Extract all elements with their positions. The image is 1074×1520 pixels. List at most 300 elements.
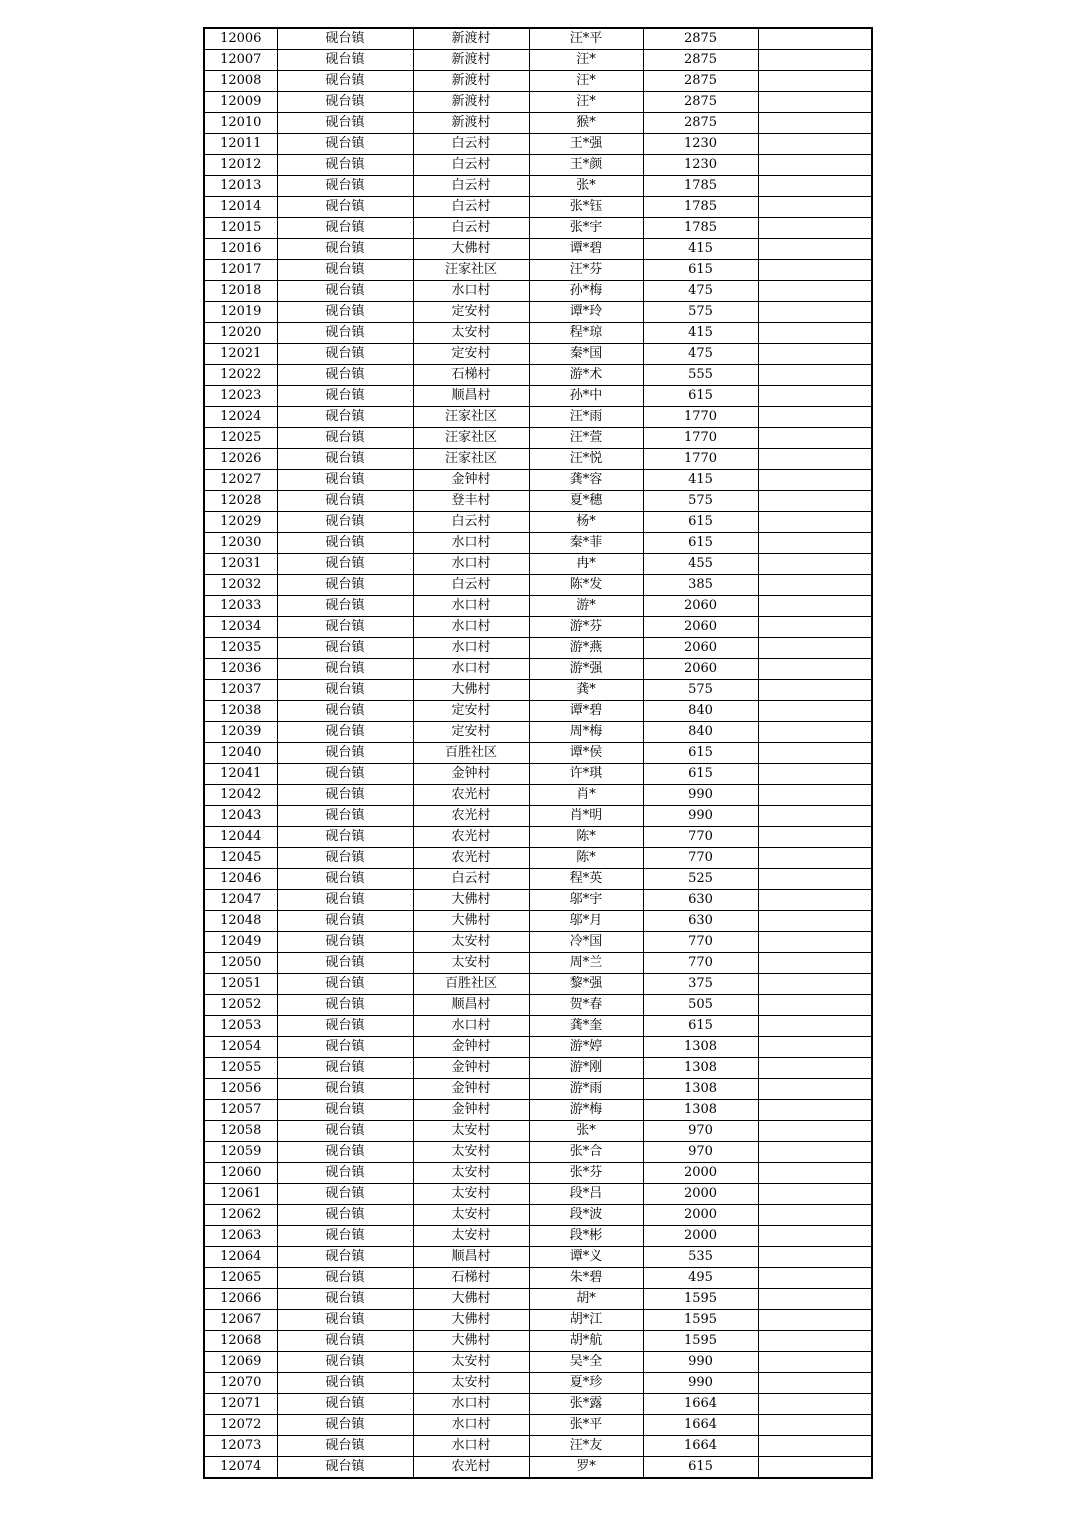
table-row bbox=[204, 1037, 872, 1058]
amount-cell: 615 bbox=[643, 260, 758, 281]
table-row bbox=[204, 806, 872, 827]
name-cell: 罗* bbox=[529, 1457, 643, 1479]
table-row bbox=[204, 281, 872, 302]
serial-number-cell: 12011 bbox=[204, 134, 277, 155]
serial-number-cell: 12010 bbox=[204, 113, 277, 134]
data-table bbox=[203, 27, 873, 1479]
name-cell: 周*梅 bbox=[529, 722, 643, 743]
amount-cell: 415 bbox=[643, 323, 758, 344]
amount-cell: 2000 bbox=[643, 1205, 758, 1226]
table-row bbox=[204, 743, 872, 764]
remark-cell bbox=[758, 575, 872, 596]
amount-cell: 770 bbox=[643, 848, 758, 869]
serial-number-cell: 12020 bbox=[204, 323, 277, 344]
amount-cell: 1595 bbox=[643, 1331, 758, 1352]
amount-cell: 990 bbox=[643, 1373, 758, 1394]
serial-number-cell: 12016 bbox=[204, 239, 277, 260]
amount-cell: 615 bbox=[643, 743, 758, 764]
town-cell: 砚台镇 bbox=[277, 533, 413, 554]
remark-cell bbox=[758, 1247, 872, 1268]
serial-number-cell: 12055 bbox=[204, 1058, 277, 1079]
amount-cell: 455 bbox=[643, 554, 758, 575]
serial-number-cell: 12063 bbox=[204, 1226, 277, 1247]
amount-cell: 1664 bbox=[643, 1394, 758, 1415]
table-row bbox=[204, 995, 872, 1016]
village-cell: 太安村 bbox=[413, 1163, 529, 1184]
name-cell: 游*雨 bbox=[529, 1079, 643, 1100]
table-row bbox=[204, 92, 872, 113]
serial-number-cell: 12006 bbox=[204, 28, 277, 50]
table-row bbox=[204, 764, 872, 785]
village-cell: 水口村 bbox=[413, 638, 529, 659]
remark-cell bbox=[758, 113, 872, 134]
town-cell: 砚台镇 bbox=[277, 50, 413, 71]
amount-cell: 990 bbox=[643, 806, 758, 827]
village-cell: 水口村 bbox=[413, 1436, 529, 1457]
town-cell: 砚台镇 bbox=[277, 638, 413, 659]
serial-number-cell: 12012 bbox=[204, 155, 277, 176]
town-cell: 砚台镇 bbox=[277, 218, 413, 239]
remark-cell bbox=[758, 1205, 872, 1226]
town-cell: 砚台镇 bbox=[277, 1268, 413, 1289]
table-row bbox=[204, 680, 872, 701]
village-cell: 汪家社区 bbox=[413, 428, 529, 449]
amount-cell: 615 bbox=[643, 386, 758, 407]
name-cell: 游*婷 bbox=[529, 1037, 643, 1058]
village-cell: 大佛村 bbox=[413, 680, 529, 701]
serial-number-cell: 12050 bbox=[204, 953, 277, 974]
serial-number-cell: 12017 bbox=[204, 260, 277, 281]
serial-number-cell: 12029 bbox=[204, 512, 277, 533]
remark-cell bbox=[758, 848, 872, 869]
name-cell: 秦*菲 bbox=[529, 533, 643, 554]
name-cell: 游*刚 bbox=[529, 1058, 643, 1079]
town-cell: 砚台镇 bbox=[277, 932, 413, 953]
remark-cell bbox=[758, 281, 872, 302]
town-cell: 砚台镇 bbox=[277, 785, 413, 806]
village-cell: 大佛村 bbox=[413, 911, 529, 932]
name-cell: 游*燕 bbox=[529, 638, 643, 659]
amount-cell: 475 bbox=[643, 344, 758, 365]
amount-cell: 575 bbox=[643, 302, 758, 323]
amount-cell: 2875 bbox=[643, 71, 758, 92]
amount-cell: 1308 bbox=[643, 1079, 758, 1100]
town-cell: 砚台镇 bbox=[277, 869, 413, 890]
table-row bbox=[204, 1058, 872, 1079]
name-cell: 段*吕 bbox=[529, 1184, 643, 1205]
table-row bbox=[204, 953, 872, 974]
remark-cell bbox=[758, 28, 872, 50]
name-cell: 汪*友 bbox=[529, 1436, 643, 1457]
village-cell: 定安村 bbox=[413, 722, 529, 743]
town-cell: 砚台镇 bbox=[277, 764, 413, 785]
amount-cell: 615 bbox=[643, 1016, 758, 1037]
table-row bbox=[204, 1226, 872, 1247]
amount-cell: 2000 bbox=[643, 1184, 758, 1205]
remark-cell bbox=[758, 1373, 872, 1394]
town-cell: 砚台镇 bbox=[277, 617, 413, 638]
village-cell: 大佛村 bbox=[413, 239, 529, 260]
town-cell: 砚台镇 bbox=[277, 281, 413, 302]
table-row bbox=[204, 155, 872, 176]
serial-number-cell: 12046 bbox=[204, 869, 277, 890]
serial-number-cell: 12044 bbox=[204, 827, 277, 848]
town-cell: 砚台镇 bbox=[277, 680, 413, 701]
town-cell: 砚台镇 bbox=[277, 1457, 413, 1479]
town-cell: 砚台镇 bbox=[277, 71, 413, 92]
town-cell: 砚台镇 bbox=[277, 323, 413, 344]
table-row bbox=[204, 386, 872, 407]
amount-cell: 615 bbox=[643, 512, 758, 533]
serial-number-cell: 12015 bbox=[204, 218, 277, 239]
serial-number-cell: 12053 bbox=[204, 1016, 277, 1037]
name-cell: 冷*国 bbox=[529, 932, 643, 953]
name-cell: 汪* bbox=[529, 50, 643, 71]
town-cell: 砚台镇 bbox=[277, 1142, 413, 1163]
town-cell: 砚台镇 bbox=[277, 449, 413, 470]
serial-number-cell: 12043 bbox=[204, 806, 277, 827]
remark-cell bbox=[758, 743, 872, 764]
remark-cell bbox=[758, 1163, 872, 1184]
amount-cell: 770 bbox=[643, 932, 758, 953]
name-cell: 游*强 bbox=[529, 659, 643, 680]
table-row bbox=[204, 827, 872, 848]
name-cell: 夏*穗 bbox=[529, 491, 643, 512]
amount-cell: 970 bbox=[643, 1121, 758, 1142]
town-cell: 砚台镇 bbox=[277, 1331, 413, 1352]
serial-number-cell: 12039 bbox=[204, 722, 277, 743]
table-row bbox=[204, 491, 872, 512]
remark-cell bbox=[758, 764, 872, 785]
village-cell: 金钟村 bbox=[413, 1079, 529, 1100]
village-cell: 太安村 bbox=[413, 1121, 529, 1142]
village-cell: 新渡村 bbox=[413, 113, 529, 134]
remark-cell bbox=[758, 617, 872, 638]
amount-cell: 1230 bbox=[643, 134, 758, 155]
table-row bbox=[204, 323, 872, 344]
serial-number-cell: 12049 bbox=[204, 932, 277, 953]
serial-number-cell: 12036 bbox=[204, 659, 277, 680]
town-cell: 砚台镇 bbox=[277, 554, 413, 575]
remark-cell bbox=[758, 512, 872, 533]
name-cell: 邬*宇 bbox=[529, 890, 643, 911]
table-row bbox=[204, 890, 872, 911]
remark-cell bbox=[758, 176, 872, 197]
village-cell: 水口村 bbox=[413, 1016, 529, 1037]
village-cell: 水口村 bbox=[413, 554, 529, 575]
serial-number-cell: 12014 bbox=[204, 197, 277, 218]
remark-cell bbox=[758, 155, 872, 176]
name-cell: 孙*中 bbox=[529, 386, 643, 407]
name-cell: 游* bbox=[529, 596, 643, 617]
table-row bbox=[204, 71, 872, 92]
name-cell: 陈*发 bbox=[529, 575, 643, 596]
town-cell: 砚台镇 bbox=[277, 1205, 413, 1226]
remark-cell bbox=[758, 491, 872, 512]
amount-cell: 630 bbox=[643, 890, 758, 911]
serial-number-cell: 12040 bbox=[204, 743, 277, 764]
town-cell: 砚台镇 bbox=[277, 659, 413, 680]
village-cell: 农光村 bbox=[413, 806, 529, 827]
name-cell: 谭*玲 bbox=[529, 302, 643, 323]
table-row bbox=[204, 1079, 872, 1100]
serial-number-cell: 12074 bbox=[204, 1457, 277, 1479]
town-cell: 砚台镇 bbox=[277, 1436, 413, 1457]
town-cell: 砚台镇 bbox=[277, 1373, 413, 1394]
table-row bbox=[204, 176, 872, 197]
table-row bbox=[204, 932, 872, 953]
table-row bbox=[204, 470, 872, 491]
town-cell: 砚台镇 bbox=[277, 512, 413, 533]
town-cell: 砚台镇 bbox=[277, 995, 413, 1016]
remark-cell bbox=[758, 785, 872, 806]
serial-number-cell: 12071 bbox=[204, 1394, 277, 1415]
town-cell: 砚台镇 bbox=[277, 344, 413, 365]
village-cell: 白云村 bbox=[413, 869, 529, 890]
remark-cell bbox=[758, 344, 872, 365]
village-cell: 太安村 bbox=[413, 953, 529, 974]
town-cell: 砚台镇 bbox=[277, 974, 413, 995]
town-cell: 砚台镇 bbox=[277, 197, 413, 218]
table-row bbox=[204, 239, 872, 260]
remark-cell bbox=[758, 1079, 872, 1100]
town-cell: 砚台镇 bbox=[277, 1016, 413, 1037]
village-cell: 白云村 bbox=[413, 512, 529, 533]
amount-cell: 525 bbox=[643, 869, 758, 890]
amount-cell: 1664 bbox=[643, 1436, 758, 1457]
village-cell: 登丰村 bbox=[413, 491, 529, 512]
table-row bbox=[204, 554, 872, 575]
village-cell: 新渡村 bbox=[413, 50, 529, 71]
serial-number-cell: 12047 bbox=[204, 890, 277, 911]
name-cell: 张*合 bbox=[529, 1142, 643, 1163]
table-row bbox=[204, 260, 872, 281]
serial-number-cell: 12024 bbox=[204, 407, 277, 428]
village-cell: 定安村 bbox=[413, 701, 529, 722]
town-cell: 砚台镇 bbox=[277, 953, 413, 974]
village-cell: 大佛村 bbox=[413, 1331, 529, 1352]
remark-cell bbox=[758, 302, 872, 323]
table-body bbox=[204, 28, 872, 1478]
village-cell: 金钟村 bbox=[413, 470, 529, 491]
town-cell: 砚台镇 bbox=[277, 890, 413, 911]
remark-cell bbox=[758, 1037, 872, 1058]
table-row bbox=[204, 1436, 872, 1457]
amount-cell: 1785 bbox=[643, 176, 758, 197]
village-cell: 太安村 bbox=[413, 932, 529, 953]
serial-number-cell: 12018 bbox=[204, 281, 277, 302]
town-cell: 砚台镇 bbox=[277, 1247, 413, 1268]
village-cell: 汪家社区 bbox=[413, 407, 529, 428]
table-row bbox=[204, 218, 872, 239]
remark-cell bbox=[758, 554, 872, 575]
serial-number-cell: 12057 bbox=[204, 1100, 277, 1121]
name-cell: 张*平 bbox=[529, 1415, 643, 1436]
town-cell: 砚台镇 bbox=[277, 806, 413, 827]
town-cell: 砚台镇 bbox=[277, 911, 413, 932]
name-cell: 汪*雨 bbox=[529, 407, 643, 428]
table-row bbox=[204, 50, 872, 71]
name-cell: 许*琪 bbox=[529, 764, 643, 785]
serial-number-cell: 12062 bbox=[204, 1205, 277, 1226]
remark-cell bbox=[758, 365, 872, 386]
town-cell: 砚台镇 bbox=[277, 302, 413, 323]
serial-number-cell: 12027 bbox=[204, 470, 277, 491]
amount-cell: 1770 bbox=[643, 407, 758, 428]
serial-number-cell: 12033 bbox=[204, 596, 277, 617]
name-cell: 程*琼 bbox=[529, 323, 643, 344]
name-cell: 邬*月 bbox=[529, 911, 643, 932]
serial-number-cell: 12019 bbox=[204, 302, 277, 323]
serial-number-cell: 12073 bbox=[204, 1436, 277, 1457]
serial-number-cell: 12041 bbox=[204, 764, 277, 785]
remark-cell bbox=[758, 449, 872, 470]
village-cell: 白云村 bbox=[413, 575, 529, 596]
remark-cell bbox=[758, 239, 872, 260]
village-cell: 农光村 bbox=[413, 848, 529, 869]
village-cell: 新渡村 bbox=[413, 92, 529, 113]
table-row bbox=[204, 1373, 872, 1394]
name-cell: 贺*春 bbox=[529, 995, 643, 1016]
amount-cell: 630 bbox=[643, 911, 758, 932]
name-cell: 张*露 bbox=[529, 1394, 643, 1415]
name-cell: 龚*奎 bbox=[529, 1016, 643, 1037]
village-cell: 顺昌村 bbox=[413, 1247, 529, 1268]
serial-number-cell: 12026 bbox=[204, 449, 277, 470]
table-row bbox=[204, 1163, 872, 1184]
village-cell: 水口村 bbox=[413, 281, 529, 302]
serial-number-cell: 12009 bbox=[204, 92, 277, 113]
town-cell: 砚台镇 bbox=[277, 1310, 413, 1331]
table-row bbox=[204, 1100, 872, 1121]
amount-cell: 575 bbox=[643, 680, 758, 701]
amount-cell: 615 bbox=[643, 1457, 758, 1479]
remark-cell bbox=[758, 134, 872, 155]
name-cell: 龚* bbox=[529, 680, 643, 701]
town-cell: 砚台镇 bbox=[277, 701, 413, 722]
village-cell: 白云村 bbox=[413, 134, 529, 155]
name-cell: 龚*容 bbox=[529, 470, 643, 491]
village-cell: 顺昌村 bbox=[413, 995, 529, 1016]
town-cell: 砚台镇 bbox=[277, 1163, 413, 1184]
serial-number-cell: 12028 bbox=[204, 491, 277, 512]
amount-cell: 1595 bbox=[643, 1289, 758, 1310]
serial-number-cell: 12061 bbox=[204, 1184, 277, 1205]
village-cell: 金钟村 bbox=[413, 1037, 529, 1058]
town-cell: 砚台镇 bbox=[277, 155, 413, 176]
amount-cell: 2060 bbox=[643, 638, 758, 659]
village-cell: 太安村 bbox=[413, 1184, 529, 1205]
town-cell: 砚台镇 bbox=[277, 176, 413, 197]
village-cell: 太安村 bbox=[413, 1142, 529, 1163]
amount-cell: 1308 bbox=[643, 1100, 758, 1121]
remark-cell bbox=[758, 722, 872, 743]
table-row bbox=[204, 365, 872, 386]
village-cell: 白云村 bbox=[413, 155, 529, 176]
remark-cell bbox=[758, 1142, 872, 1163]
remark-cell bbox=[758, 1457, 872, 1479]
name-cell: 游*芬 bbox=[529, 617, 643, 638]
amount-cell: 535 bbox=[643, 1247, 758, 1268]
serial-number-cell: 12072 bbox=[204, 1415, 277, 1436]
serial-number-cell: 12054 bbox=[204, 1037, 277, 1058]
amount-cell: 555 bbox=[643, 365, 758, 386]
town-cell: 砚台镇 bbox=[277, 722, 413, 743]
table-row bbox=[204, 869, 872, 890]
remark-cell bbox=[758, 1058, 872, 1079]
village-cell: 大佛村 bbox=[413, 1289, 529, 1310]
amount-cell: 475 bbox=[643, 281, 758, 302]
town-cell: 砚台镇 bbox=[277, 1352, 413, 1373]
table-row bbox=[204, 302, 872, 323]
village-cell: 太安村 bbox=[413, 323, 529, 344]
table-row bbox=[204, 449, 872, 470]
table-row bbox=[204, 1310, 872, 1331]
amount-cell: 2060 bbox=[643, 596, 758, 617]
village-cell: 水口村 bbox=[413, 533, 529, 554]
village-cell: 新渡村 bbox=[413, 28, 529, 50]
town-cell: 砚台镇 bbox=[277, 260, 413, 281]
town-cell: 砚台镇 bbox=[277, 596, 413, 617]
amount-cell: 385 bbox=[643, 575, 758, 596]
amount-cell: 2875 bbox=[643, 28, 758, 50]
amount-cell: 2000 bbox=[643, 1163, 758, 1184]
table-row bbox=[204, 344, 872, 365]
remark-cell bbox=[758, 1184, 872, 1205]
name-cell: 周*兰 bbox=[529, 953, 643, 974]
serial-number-cell: 12060 bbox=[204, 1163, 277, 1184]
name-cell: 汪* bbox=[529, 92, 643, 113]
table-row bbox=[204, 701, 872, 722]
amount-cell: 2000 bbox=[643, 1226, 758, 1247]
table-row bbox=[204, 974, 872, 995]
village-cell: 百胜社区 bbox=[413, 974, 529, 995]
amount-cell: 615 bbox=[643, 764, 758, 785]
remark-cell bbox=[758, 1100, 872, 1121]
amount-cell: 1664 bbox=[643, 1415, 758, 1436]
village-cell: 大佛村 bbox=[413, 890, 529, 911]
name-cell: 孙*梅 bbox=[529, 281, 643, 302]
village-cell: 金钟村 bbox=[413, 1100, 529, 1121]
serial-number-cell: 12067 bbox=[204, 1310, 277, 1331]
amount-cell: 2060 bbox=[643, 617, 758, 638]
town-cell: 砚台镇 bbox=[277, 365, 413, 386]
serial-number-cell: 12007 bbox=[204, 50, 277, 71]
name-cell: 张* bbox=[529, 1121, 643, 1142]
village-cell: 太安村 bbox=[413, 1352, 529, 1373]
serial-number-cell: 12051 bbox=[204, 974, 277, 995]
table-row bbox=[204, 134, 872, 155]
amount-cell: 770 bbox=[643, 953, 758, 974]
serial-number-cell: 12038 bbox=[204, 701, 277, 722]
remark-cell bbox=[758, 1016, 872, 1037]
village-cell: 汪家社区 bbox=[413, 449, 529, 470]
table-row bbox=[204, 1415, 872, 1436]
name-cell: 谭*义 bbox=[529, 1247, 643, 1268]
table-row bbox=[204, 575, 872, 596]
village-cell: 石梯村 bbox=[413, 365, 529, 386]
town-cell: 砚台镇 bbox=[277, 1079, 413, 1100]
serial-number-cell: 12013 bbox=[204, 176, 277, 197]
remark-cell bbox=[758, 1268, 872, 1289]
name-cell: 陈* bbox=[529, 848, 643, 869]
village-cell: 水口村 bbox=[413, 1415, 529, 1436]
amount-cell: 770 bbox=[643, 827, 758, 848]
name-cell: 谭*碧 bbox=[529, 701, 643, 722]
amount-cell: 415 bbox=[643, 470, 758, 491]
town-cell: 砚台镇 bbox=[277, 848, 413, 869]
remark-cell bbox=[758, 1415, 872, 1436]
